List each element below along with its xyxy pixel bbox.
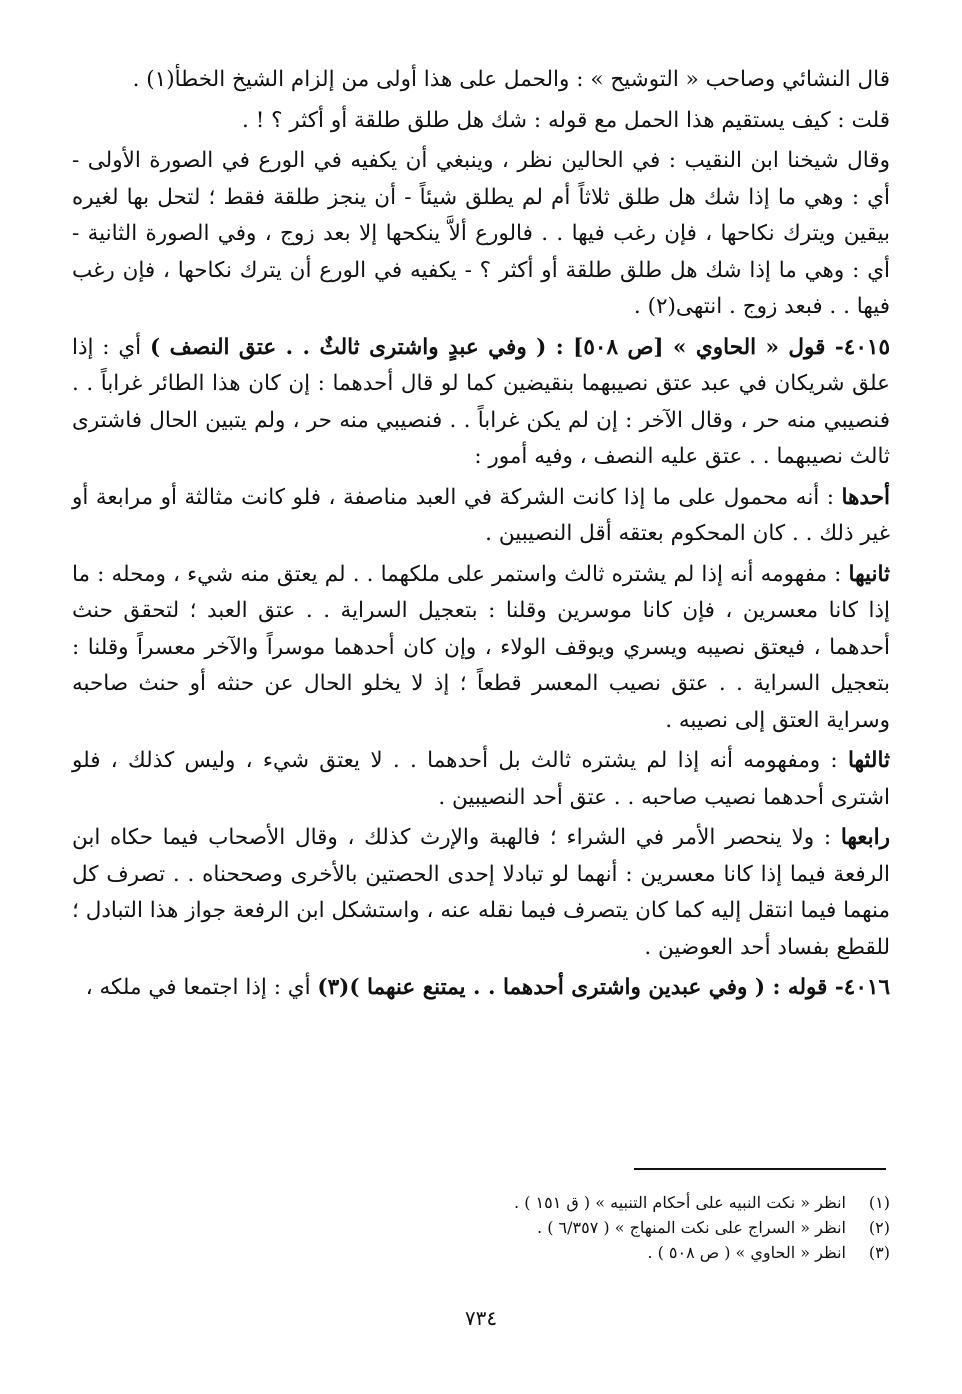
footnote-3-text: انظر « الحاوي » ( ص ٥٠٨ ) .: [647, 1243, 846, 1262]
point-4-label: رابعها: [840, 825, 890, 850]
footnote-1-number: (١): [868, 1193, 890, 1212]
paragraph-2: قلت : كيف يستقيم هذا الحمل مع قوله : شك هل طلق طلقة أو أكثر ؟ ! .: [242, 107, 890, 133]
section-4016-quote: ( وفي عبدين واشترى أحدهما . . يمتنع عنهما )(٣): [317, 975, 766, 1000]
footnote-3: [72, 1240, 890, 1265]
footnote-1-text: انظر « نكت النبيه على أحكام التنبيه » ( ق ١٥١ ) .: [514, 1193, 846, 1212]
point-2-label: ثانيها: [848, 561, 890, 587]
footnote-2-number: (٢): [868, 1218, 890, 1237]
point-1-text: : أنه محمول على ما إذا كانت الشركة في العبد مناصفة ، فلو كانت مثالثة أو مرابعة أو غير ذلك . . كان المحكوم بعتقه أقل النصيبين .: [72, 484, 890, 546]
paragraph-1: قال النشائي وصاحب « التوشيح » : والحمل على هذا أولى من إلزام الشيخ الخطأ(١) .: [132, 67, 890, 92]
section-4015-text: أي : إذا علق شريكان في عبد عتق نصيبهما بنقيضين كما لو قال أحدهما : إن كان هذا الطائر غراباً . . فنصيبي منه حر ، وقال الآخر : إن لم يكن غراباً . . فنصيبي منه حر ، ولم يتبين الحال فاشترى ثالث نصيبهما . . عتق عليه النصف ، وفيه أمور :: [72, 334, 890, 469]
point-3: [72, 743, 890, 816]
section-4016-lead: ٤٠١٦- قوله :: [765, 975, 890, 1000]
point-3-label: ثالثها: [847, 748, 890, 773]
section-4015-lead: ٤٠١٥- قول « الحاوي » [ص ٥٠٨] :: [546, 334, 890, 360]
point-4-text: : ولا ينحصر الأمر في الشراء ؛ فالهبة والإرث كذلك ، وقال الأصحاب فيما حكاه ابن الرفعة فيما إذا كانا معسرين : أنهما لو تبادلا إحدى الحصتين بالأخرى وصححناه . . تصرف كل منهما فيما انتقل إليه كما كان يتصرف فيما نقله عنه ، واستشكل ابن الرفعة جواز هذا التبادل ؛ للقطع بفساد أحد العوضين .: [72, 825, 890, 960]
section-4016-text: أي : إذا اجتمعا في ملكه ،: [85, 975, 318, 1000]
section-4015: [72, 330, 890, 476]
point-4: [72, 820, 890, 966]
footnote-2: [72, 1215, 890, 1240]
footnote-divider: [634, 1168, 886, 1170]
section-4015-quote: ( وفي عبدٍ واشترى ثالثٌ . . عتق النصف ): [149, 334, 547, 360]
point-1-label: أحدها: [841, 484, 890, 510]
section-4016: [72, 970, 890, 1007]
page-number: ٧٣٤: [464, 1306, 498, 1330]
page-body: [72, 62, 890, 1011]
paragraph-3: وقال شيخنا ابن النقيب : في الحالين نظر ، وينبغي أن يكفيه في الورع في الصورة الأولى - أي : وهي ما إذا شك هل طلق ثلاثاً أم لم يطلق شيئاً - أن ينجز طلقة فقط ؛ لتحل بها لغيره بيقين ويترك نكاحها ، فإن رغب فيها . . فالورع ألاَّ ينكحها إلا بعد زوج ، وفي الصورة الثانية - أي : وهي ما إذا شك هل طلق طلقة أو أكثر ؟ - يكفيه في الورع أن يترك نكاحها ، فإن رغب فيها . . فبعد زوج . انتهى(٢) .: [72, 148, 891, 319]
footnote-1: [72, 1190, 890, 1215]
point-3-text: : ومفهومه أنه إذا لم يشتره ثالث بل أحدهما . . لا يعتق شيء ، وليس كذلك ، فلو اشترى أحدهما نصيب صاحبه . . عتق أحد النصيبين .: [72, 748, 890, 810]
point-2-text: : مفهومه أنه إذا لم يشتره ثالث واستمر على ملكهما . . لم يعتق منه شيء ، ومحله : ما إذا كانا معسرين ، فإن كانا موسرين وقلنا : بتعجيل السراية . . عتق العبد ؛ لتحقق حنث أحدهما ، فيعتق نصيبه ويسري ويوقف الولاء ، وإن كان أحدهما موسراً والآخر معسراً وقلنا : بتعجيل السراية . . عتق نصيب المعسر قطعاً ؛ إذ لا يخلو الحال عن حنثه أو حنث صاحبه وسراية العتق إلى نصيبه .: [72, 561, 890, 733]
footnotes: [72, 1190, 890, 1265]
point-1: [72, 480, 890, 553]
footnote-3-number: (٣): [868, 1243, 890, 1262]
point-2: [72, 557, 890, 740]
footnote-2-text: انظر « السراج على نكت المنهاج » ( ٦/٣٥٧ ) .: [537, 1218, 846, 1237]
